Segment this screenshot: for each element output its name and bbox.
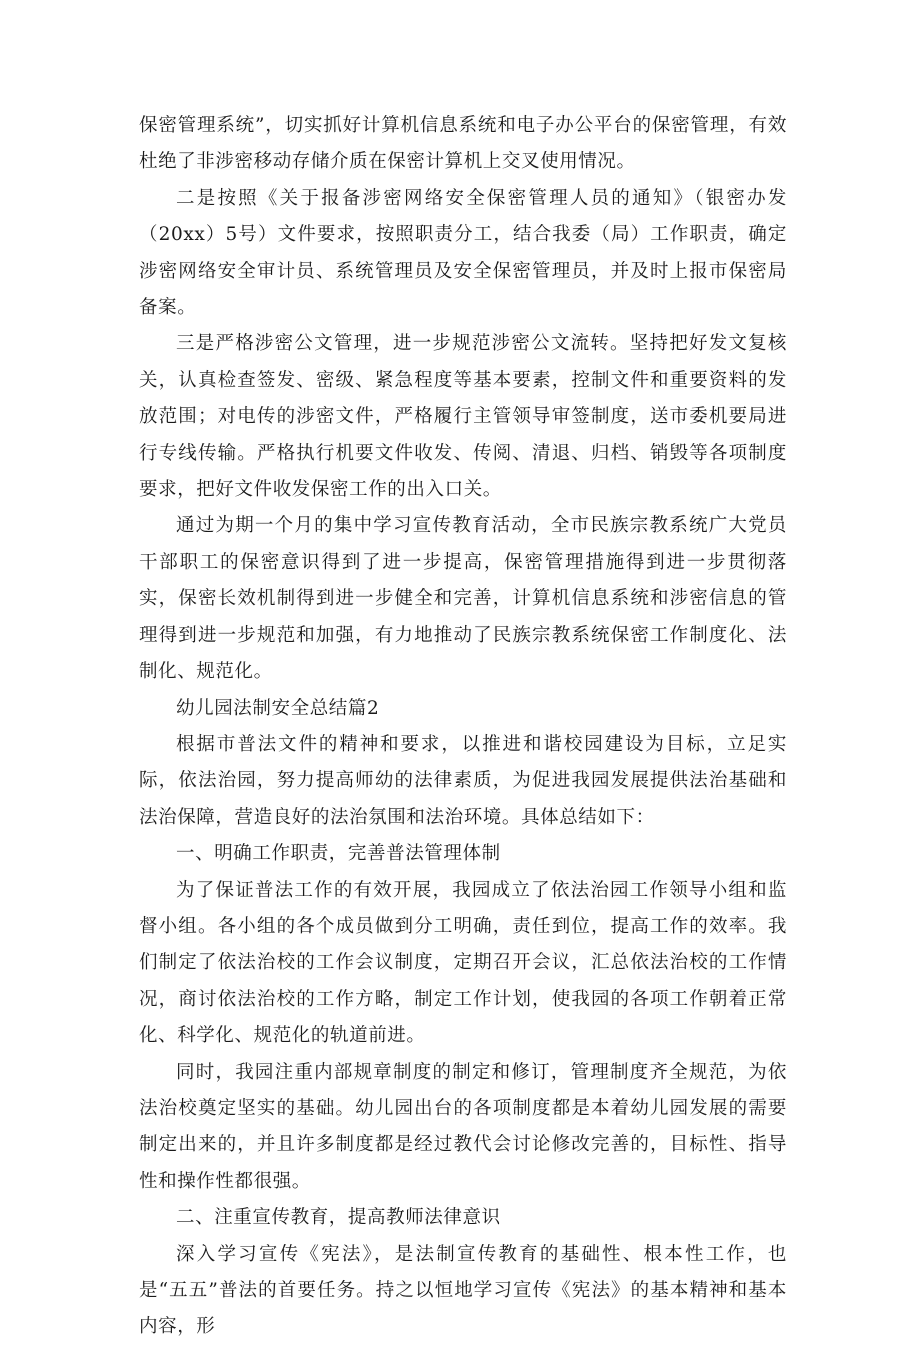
paragraph-body: 深入学习宣传《宪法》，是法制宣传教育的基础性、根本性工作，也是“五五”普法的首要任务。持之以恒地学习宣传《宪法》的基本精神和基本内容，形 — [139, 1243, 787, 1338]
paragraph-body: 同时，我园注重内部规章制度的制定和修订，管理制度齐全规范，为依法治校奠定坚实的基础。幼儿园出台的各项制度都是本着幼儿园发展的需要制定出来的，并且许多制度都是经过教代会讨论修改完善的，目标性、指导性和操作性都很强。 — [139, 1061, 787, 1192]
heading-one: 一、明确工作职责，完善普法管理体制 — [176, 843, 501, 865]
paragraph-item-two: 二是按照《关于报备涉密网络安全保密管理人员的通知》（银密办发（20xx）5号）文件要求，按照职责分工，结合我委（局）工作职责，确定涉密网络安全审计员、系统管理员及安全保密管理员，并及时上报市保密局备案。 — [139, 187, 787, 319]
heading-two: 二、注重宣传教育，提高教师法律意识 — [176, 1207, 501, 1229]
section-title: 幼儿园法制安全总结篇2 — [176, 697, 380, 719]
paragraph-intro: 根据市普法文件的精神和要求，以推进和谐校园建设为目标，立足实际，依法治园，努力提高师幼的法律素质，为促进我园发展提供法治基础和法治保障，营造良好的法治氛围和法治环境。具体总结如下： — [139, 733, 787, 828]
document-body — [139, 108, 787, 1346]
paragraph-continuation: 保密管理系统”，切实抓好计算机信息系统和电子办公平台的保密管理，有效杜绝了非涉密移动存储介质在保密计算机上交叉使用情况。 — [139, 115, 787, 173]
paragraph-item-three: 三是严格涉密公文管理，进一步规范涉密公文流转。坚持把好发文复核关，认真检查签发、密级、紧急程度等基本要素，控制文件和重要资料的发放范围；对电传的涉密文件，严格履行主管领导审签制度，送市委机要局进行专线传输。严格执行机要文件收发、传阅、清退、归档、销毁等各项制度要求，把好文件收发保密工作的出入口关。 — [139, 333, 787, 501]
paragraph-conclusion: 通过为期一个月的集中学习宣传教育活动，全市民族宗教系统广大党员干部职工的保密意识得到了进一步提高，保密管理措施得到进一步贯彻落实，保密长效机制得到进一步健全和完善，计算机信息系统和涉密信息的管理得到进一步规范和加强，有力地推动了民族宗教系统保密工作制度化、法制化、规范化。 — [139, 515, 787, 683]
paragraph-body: 为了保证普法工作的有效开展，我园成立了依法治园工作领导小组和监督小组。各小组的各个成员做到分工明确，责任到位，提高工作的效率。我们制定了依法治校的工作会议制度，定期召开会议，汇总依法治校的工作情况，商讨依法治校的工作方略，制定工作计划，使我园的各项工作朝着正常化、科学化、规范化的轨道前进。 — [139, 879, 787, 1047]
